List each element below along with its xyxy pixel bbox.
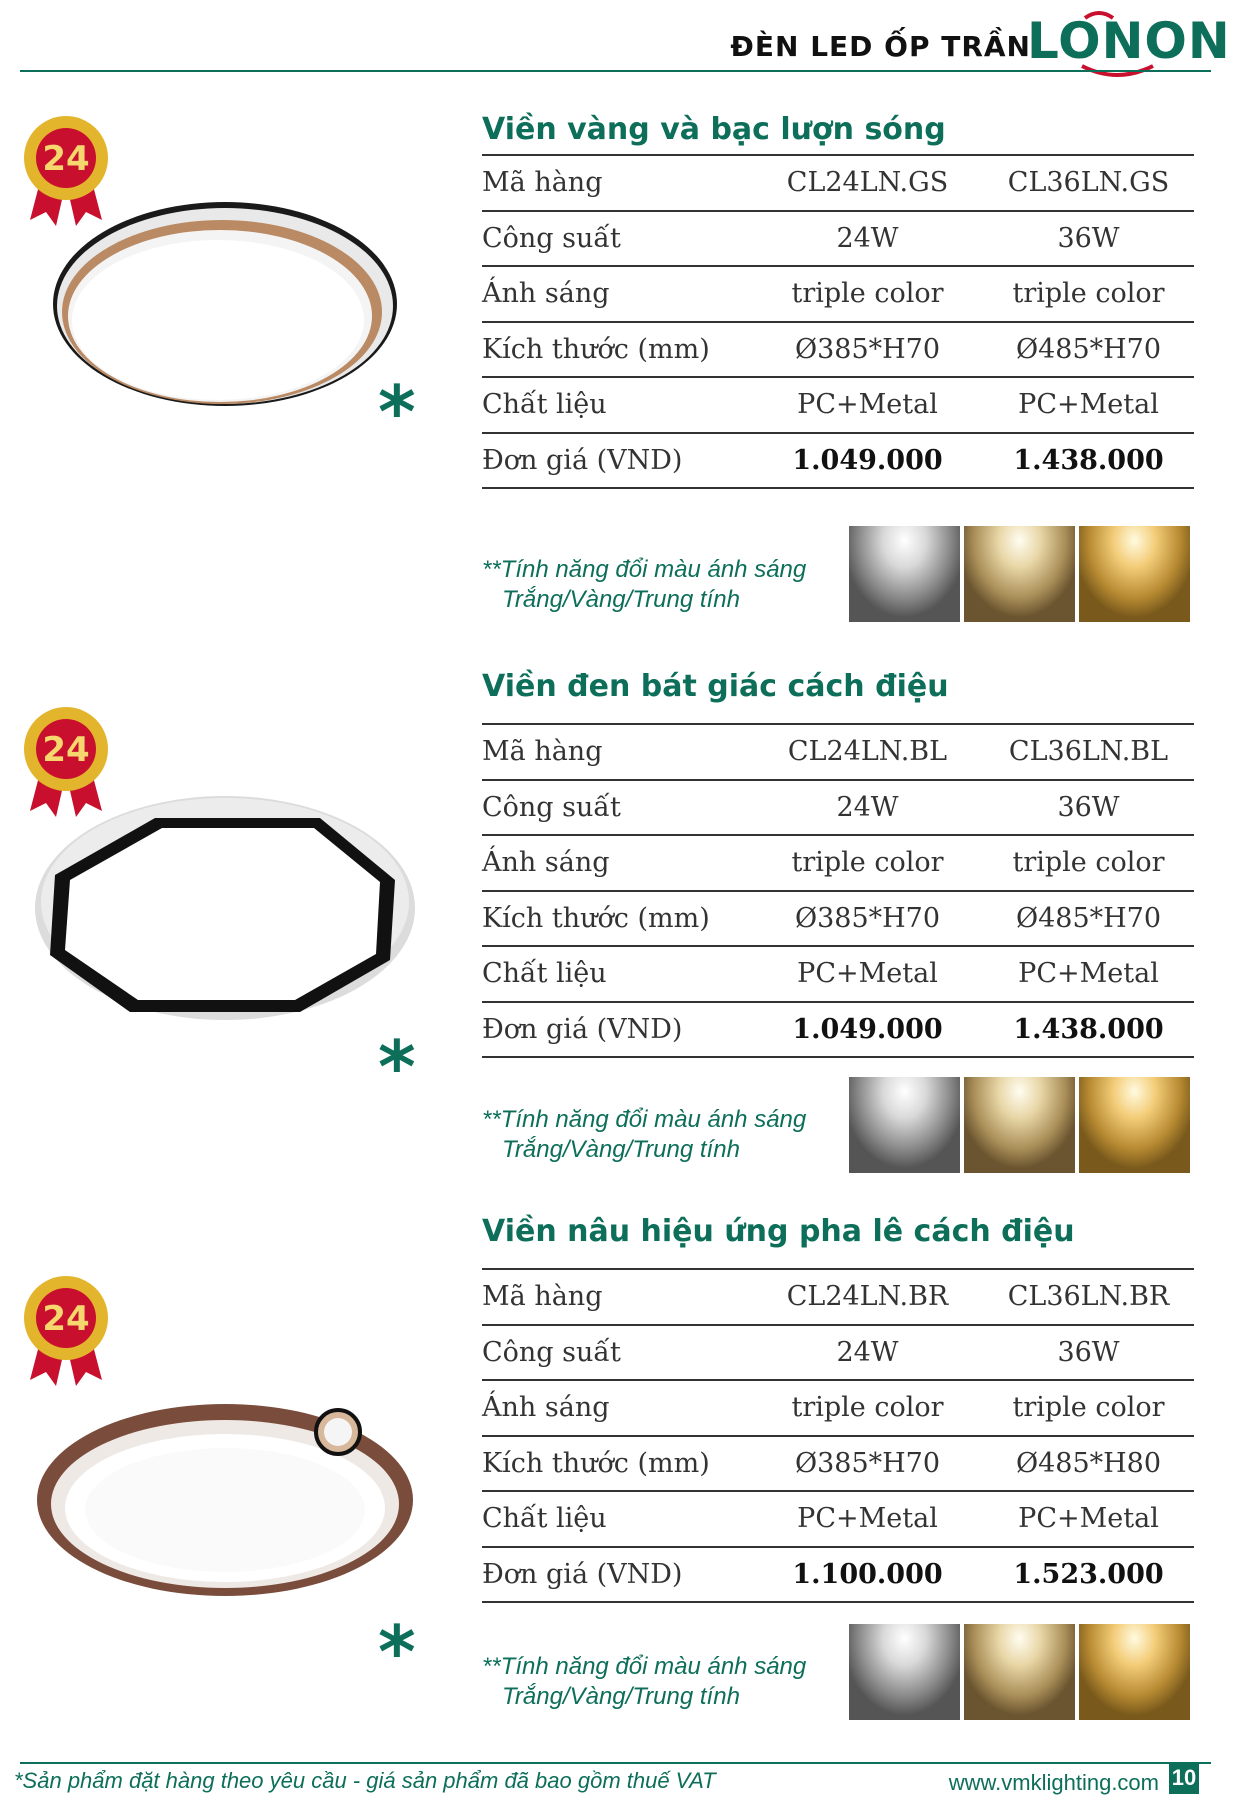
catalog-title: ĐÈN LED ỐP TRẦN bbox=[730, 30, 1031, 63]
ceiling-lamp-gold-image bbox=[20, 192, 430, 412]
ceiling-lamp-octagon-image bbox=[20, 790, 430, 1030]
swatch-white-light bbox=[849, 1624, 960, 1720]
swatch-white-light bbox=[849, 526, 960, 622]
product-title: Viền vàng và bạc lượn sóng bbox=[482, 112, 946, 147]
swatch-neutral-light bbox=[964, 1624, 1075, 1720]
swatch-neutral-light bbox=[964, 526, 1075, 622]
spec-row-code: Mã hàng CL24LN.BL CL36LN.BL bbox=[482, 725, 1194, 781]
swatch-neutral-light bbox=[964, 1077, 1075, 1173]
swatch-warm-light bbox=[1079, 526, 1190, 622]
order-asterisk: * bbox=[378, 370, 416, 454]
footer-note: *Sản phẩm đặt hàng theo yêu cầu - giá sản phẩm đã bao gồm thuế VAT bbox=[14, 1768, 716, 1793]
order-asterisk: * bbox=[378, 1610, 416, 1694]
order-asterisk: * bbox=[378, 1025, 416, 1109]
spec-row-code: Mã hàng CL24LN.GS CL36LN.GS bbox=[482, 156, 1194, 212]
product-block-gold-silver bbox=[0, 112, 1251, 632]
svg-text:24: 24 bbox=[42, 1299, 90, 1339]
logo-swoosh-icon bbox=[1027, 8, 1217, 78]
svg-text:24: 24 bbox=[42, 139, 90, 179]
website-link[interactable]: www.vmklighting.com bbox=[948, 1770, 1159, 1795]
spec-row-price: Đơn giá (VND) 1.049.000 1.438.000 bbox=[482, 1003, 1194, 1059]
warranty-badge-icon bbox=[20, 1272, 112, 1392]
footer-divider bbox=[20, 1762, 1211, 1764]
spec-row-light: Ánh sáng triple color triple color bbox=[482, 267, 1194, 323]
light-color-swatches bbox=[849, 1624, 1190, 1720]
spec-row-size: Kích thước (mm) Ø385*H70 Ø485*H80 bbox=[482, 1437, 1194, 1493]
spec-row-size: Kích thước (mm) Ø385*H70 Ø485*H70 bbox=[482, 892, 1194, 948]
brand-logo bbox=[1027, 8, 1231, 78]
spec-row-material: Chất liệu PC+Metal PC+Metal bbox=[482, 378, 1194, 434]
spec-row-power: Công suất 24W 36W bbox=[482, 781, 1194, 837]
page-header bbox=[0, 0, 1251, 72]
swatch-white-light bbox=[849, 1077, 960, 1173]
swatch-warm-light bbox=[1079, 1077, 1190, 1173]
spec-row-material: Chất liệu PC+Metal PC+Metal bbox=[482, 1492, 1194, 1548]
spec-row-light: Ánh sáng triple color triple color bbox=[482, 836, 1194, 892]
spec-table bbox=[482, 723, 1194, 1058]
light-color-swatches bbox=[849, 1077, 1190, 1173]
spec-table bbox=[482, 1268, 1194, 1603]
swatch-warm-light bbox=[1079, 1624, 1190, 1720]
spec-row-price: Đơn giá (VND) 1.100.000 1.523.000 bbox=[482, 1548, 1194, 1604]
spec-row-power: Công suất 24W 36W bbox=[482, 212, 1194, 268]
logo-text: LONON bbox=[1027, 12, 1231, 70]
product-title: Viền đen bát giác cách điệu bbox=[482, 669, 949, 704]
spec-row-size: Kích thước (mm) Ø385*H70 Ø485*H70 bbox=[482, 323, 1194, 379]
product-block-black-octagon bbox=[0, 665, 1251, 1185]
color-change-note: **Tính năng đổi màu ánh sáng Trắng/Vàng/Trung tính bbox=[482, 1106, 807, 1163]
page-number: 10 bbox=[1169, 1762, 1199, 1794]
color-change-note: **Tính năng đổi màu ánh sáng Trắng/Vàng/Trung tính bbox=[482, 556, 807, 613]
spec-row-material: Chất liệu PC+Metal PC+Metal bbox=[482, 947, 1194, 1003]
color-change-note: **Tính năng đổi màu ánh sáng Trắng/Vàng/Trung tính bbox=[482, 1653, 807, 1710]
spec-row-code: Mã hàng CL24LN.BR CL36LN.BR bbox=[482, 1270, 1194, 1326]
product-title: Viền nâu hiệu ứng pha lê cách điệu bbox=[482, 1214, 1075, 1249]
product-block-brown-crystal bbox=[0, 1212, 1251, 1732]
svg-text:24: 24 bbox=[42, 730, 90, 770]
light-color-swatches bbox=[849, 526, 1190, 622]
spec-row-price: Đơn giá (VND) 1.049.000 1.438.000 bbox=[482, 434, 1194, 490]
header-divider bbox=[20, 70, 1211, 72]
spec-row-light: Ánh sáng triple color triple color bbox=[482, 1381, 1194, 1437]
spec-row-power: Công suất 24W 36W bbox=[482, 1326, 1194, 1382]
spec-table bbox=[482, 154, 1194, 489]
ceiling-lamp-brown-image bbox=[20, 1380, 430, 1620]
